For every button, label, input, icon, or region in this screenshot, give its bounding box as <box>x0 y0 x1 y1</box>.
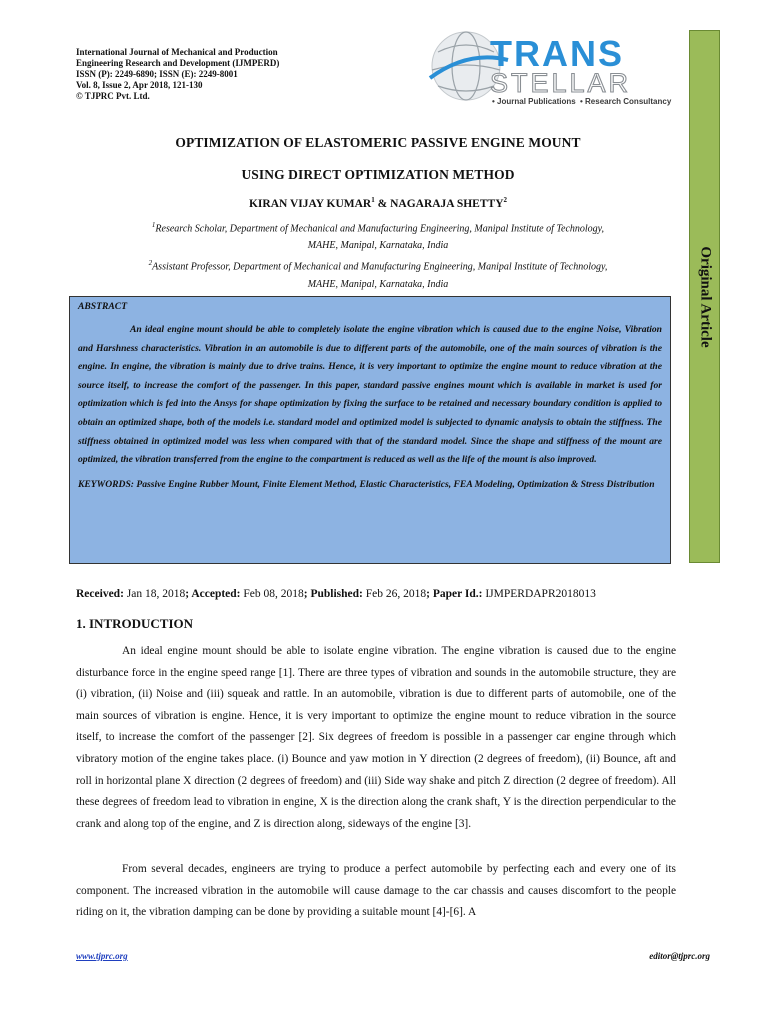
abstract-body: An ideal engine mount should be able to completely isolate the engine vibration which is caused due to the engine Noise, Vibration and Harshness characteristics. Vibration in an automobile is due to different parts of the automobile, one of the main sources of vibration is the engine. In engine, the vibration is mainly due to drive trains. Hence, it is very important to optimize the engine mount to reduce vibration at the source itself, to increase the comfort of the passenger. In this paper, standard passive engines mount which is available in market is used for optimization which is fed into the Ansys for shape optimization by fixing the surface to be retained and necessary boundary condition is applied to obtain an optimized shape, both of the models i.e. standard model and optimized model is subjected to dynamic analysis to obtain the stiffness. The stiffness obtained in optimized model was less when compared with that of the standard model. Since the shape and stiffness of the mount are optimized, the vibration transferred from the engine to the compartment is reduced as well as the life of the mount is also improved. <box>78 324 662 466</box>
intro-paragraph-2-text: From several decades, engineers are trying to produce a perfect automobile by perfecting each and every one of its component. The increased vibration in the automobile will cause damage to the car chassis and causes discomfort to the people riding on it, the vibration damping can be done by providing a suitable mount [4]-[6]. A <box>76 863 676 919</box>
article-type-sidebar <box>689 30 720 563</box>
publication-dates <box>76 588 696 600</box>
affiliation-2-line1: Assistant Professor, Department of Mechanical and Manufacturing Engineering, Manipal Institute of Technology, <box>152 261 608 273</box>
footer-email: editor@tjprc.org <box>649 951 710 961</box>
journal-copyright: © TJPRC Pvt. Ltd. <box>76 91 150 101</box>
received-date: Jan 18, 2018 <box>123 588 186 600</box>
logo-tag-publications: • Journal Publications <box>492 97 576 106</box>
published-label: ; Published: <box>303 588 363 600</box>
abstract-box <box>69 296 671 564</box>
logo-tag-consultancy: • Research Consultancy <box>580 97 672 106</box>
author-connector: & <box>374 197 391 210</box>
author-1-sup: 1 <box>371 196 375 204</box>
affiliation-1 <box>76 221 680 234</box>
intro-paragraph-2 <box>76 859 676 924</box>
author-1: KIRAN VIJAY KUMAR <box>248 197 372 210</box>
intro-paragraph-1-text: An ideal engine mount should be able to isolate engine vibration. The engine vibration is caused due to the engine disturbance force in the engine speed range [1]. There are three types of vibration and sounds in the automobile structure, they are (i) vibration, (ii) Noise and (iii) squeak and rattle. In an automobile, vibration is due to different parts of automobile, one of the main sources of vibration is engine. Hence, it is very important to optimize the engine mount to reduce vibration in the source itself, to increase the comfort of the passenger [2]. Six degrees of freedom is possible in a passenger car engine through which vibratory motion of the engine takes place. (i) Bounce and yaw motion in Y direction (2 degrees of freedom), (ii) Bounce, aft and roll in horizontal plane X direction (2 degrees of freedom) and (iii) Side way shake and pitch Z direction (2 degree of freedom). All these degrees of freedom lead to vibration in engine, X is the direction along the crank shaft, Y is the direction perpendicular to the crank and along top of the engine, and Z is direction along, sideways of the engine [3]. <box>76 645 676 830</box>
article-type-label: Original Article <box>697 245 713 348</box>
affiliation-1-sup: 1 <box>151 221 156 229</box>
authors <box>76 196 680 210</box>
received-label: Received: <box>76 588 124 600</box>
intro-paragraph-1 <box>76 641 676 835</box>
author-2-sup: 2 <box>503 196 508 204</box>
keywords: KEYWORDS: Passive Engine Rubber Mount, Finite Element Method, Elastic Characteristics, FEA Modeling, Optimization & Stress Distribution <box>78 478 655 490</box>
affiliation-1-location: MAHE, Manipal, Karnataka, India <box>307 240 449 251</box>
affiliation-1-line1: Research Scholar, Department of Mechanical and Manufacturing Engineering, Manipal Institute of Technology, <box>155 223 605 235</box>
published-date: Feb 26, 2018 <box>362 588 427 600</box>
paper-id: IJMPERDAPR2018013 <box>482 588 596 600</box>
section-heading-introduction: 1. INTRODUCTION <box>76 616 194 631</box>
journal-volume: Vol. 8, Issue 2, Apr 2018, 121-130 <box>76 80 203 90</box>
footer-website-link[interactable]: www.tjprc.org <box>76 951 128 961</box>
journal-info <box>76 47 376 102</box>
paper-title-line1: OPTIMIZATION OF ELASTOMERIC PASSIVE ENGINE MOUNT <box>175 135 581 150</box>
logo-word-stellar: STELLAR <box>490 68 632 98</box>
affiliation-2-location: MAHE, Manipal, Karnataka, India <box>307 279 449 290</box>
journal-name-line1: International Journal of Mechanical and Production <box>76 47 278 57</box>
accepted-date: Feb 08, 2018 <box>240 588 304 600</box>
author-2: NAGARAJA SHETTY <box>390 197 504 210</box>
affiliation-2 <box>76 259 680 272</box>
accepted-label: ; Accepted: <box>185 588 241 600</box>
journal-name-line2: Engineering Research and Development (IJMPERD) <box>76 58 280 68</box>
affiliation-2-sup: 2 <box>148 259 153 267</box>
logo-word-trans: TRANS <box>490 33 624 74</box>
paper-title-line2: USING DIRECT OPTIMIZATION METHOD <box>241 167 515 182</box>
abstract-heading: ABSTRACT <box>78 301 128 312</box>
journal-issn: ISSN (P): 2249-6890; ISSN (E): 2249-8001 <box>76 69 238 79</box>
transstellar-logo <box>428 30 678 110</box>
paper-id-label: ; Paper Id.: <box>426 588 483 600</box>
